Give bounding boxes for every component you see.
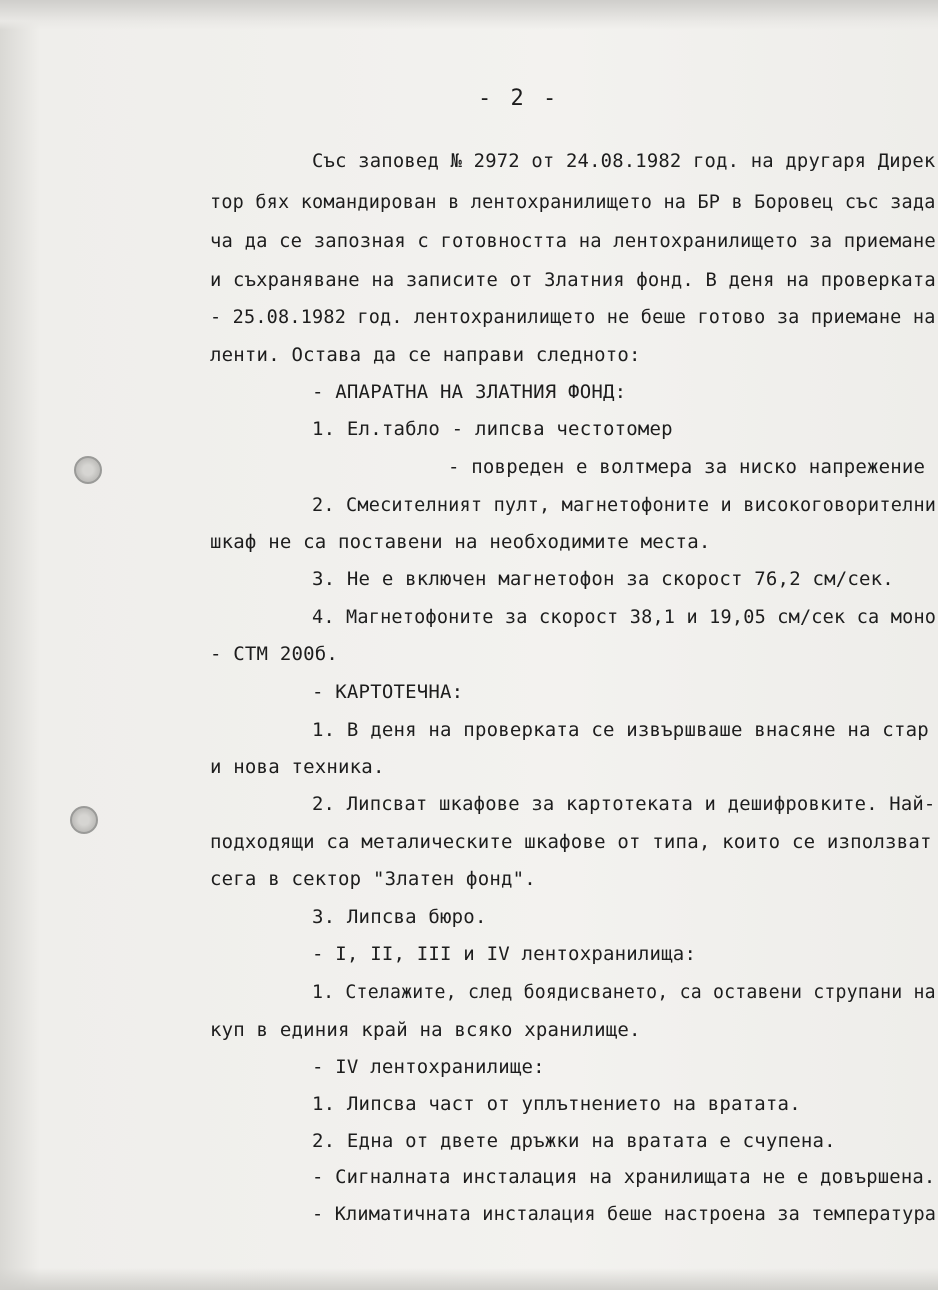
list-item-continuation: сега в сектор "Златен фонд".: [210, 868, 536, 890]
list-item: - Климатичната инсталация беше настроена за температура: [312, 1203, 937, 1225]
list-item: 3. Не е включен магнетофон за скорост 76,2 см/сек.: [312, 568, 894, 590]
punch-hole-top: [74, 456, 102, 484]
list-item: 2. Смесителният пулт, магнетофоните и високоговорителни: [312, 494, 937, 516]
section-heading-card-index: - КАРТОТЕЧНА:: [312, 681, 464, 703]
list-item: 4. Магнетофоните за скорост 38,1 и 19,05 см/сек са моно: [312, 606, 937, 628]
scan-bottom-shadow: [0, 1268, 938, 1290]
paragraph-line-1: Със заповед № 2972 от 24.08.1982 год. на другаря Дирек: [312, 150, 936, 172]
list-item: 1. В деня на проверката се извършваше внасяне на стар: [312, 719, 929, 741]
list-item: 2. Една от двете дръжки на вратата е счупена.: [312, 1130, 836, 1152]
list-item-continuation: и нова техника.: [210, 756, 385, 778]
scan-top-shadow: [0, 0, 938, 30]
section-heading-storages: - I, II, III и IV лентохранилища:: [312, 943, 697, 965]
list-item: 1. Стелажите, след боядисването, са оставени струпани на: [312, 981, 936, 1003]
paragraph-line-2: тор бях командирован в лентохранилището на БР в Боровец със зада: [210, 191, 936, 213]
paragraph-line-5: - 25.08.1982 год. лентохранилището не беше готово за приемане на: [210, 306, 936, 328]
list-item: 1. Липсва част от уплътнението на вратата.: [312, 1093, 801, 1115]
list-item-continuation: куп в единия край на всяко хранилище.: [210, 1019, 641, 1041]
list-item-continuation: - повреден е волтмера за ниско напрежение: [448, 456, 926, 478]
page-number: - 2 -: [478, 86, 560, 111]
paragraph-line-6: ленти. Остава да се направи следното:: [210, 344, 641, 366]
section-heading-storage-iv: - IV лентохранилище:: [312, 1056, 545, 1078]
list-item: 2. Липсват шкафове за картотеката и дешифровките. Най-: [312, 793, 936, 815]
list-item-continuation: шкаф не са поставени на необходимите места.: [210, 531, 711, 553]
list-item-continuation: подходящи са металическите шкафове от типа, които се използват: [210, 831, 932, 853]
paragraph-line-3: ча да се запозная с готовността на лентохранилището за приемане: [210, 230, 936, 252]
list-item: - Сигналната инсталация на хранилищата не е довършена.: [312, 1166, 936, 1188]
list-item: 3. Липсва бюро.: [312, 906, 487, 928]
paragraph-line-4: и съхраняване на записите от Златния фонд. В деня на проверката: [210, 269, 936, 291]
section-heading-apparatus: - АПАРАТНА НА ЗЛАТНИЯ ФОНД:: [312, 381, 627, 403]
list-item-continuation: - СТМ 200б.: [210, 643, 339, 665]
list-item: 1. Ел.табло - липсва честотомер: [312, 418, 673, 440]
punch-hole-bottom: [70, 806, 98, 834]
